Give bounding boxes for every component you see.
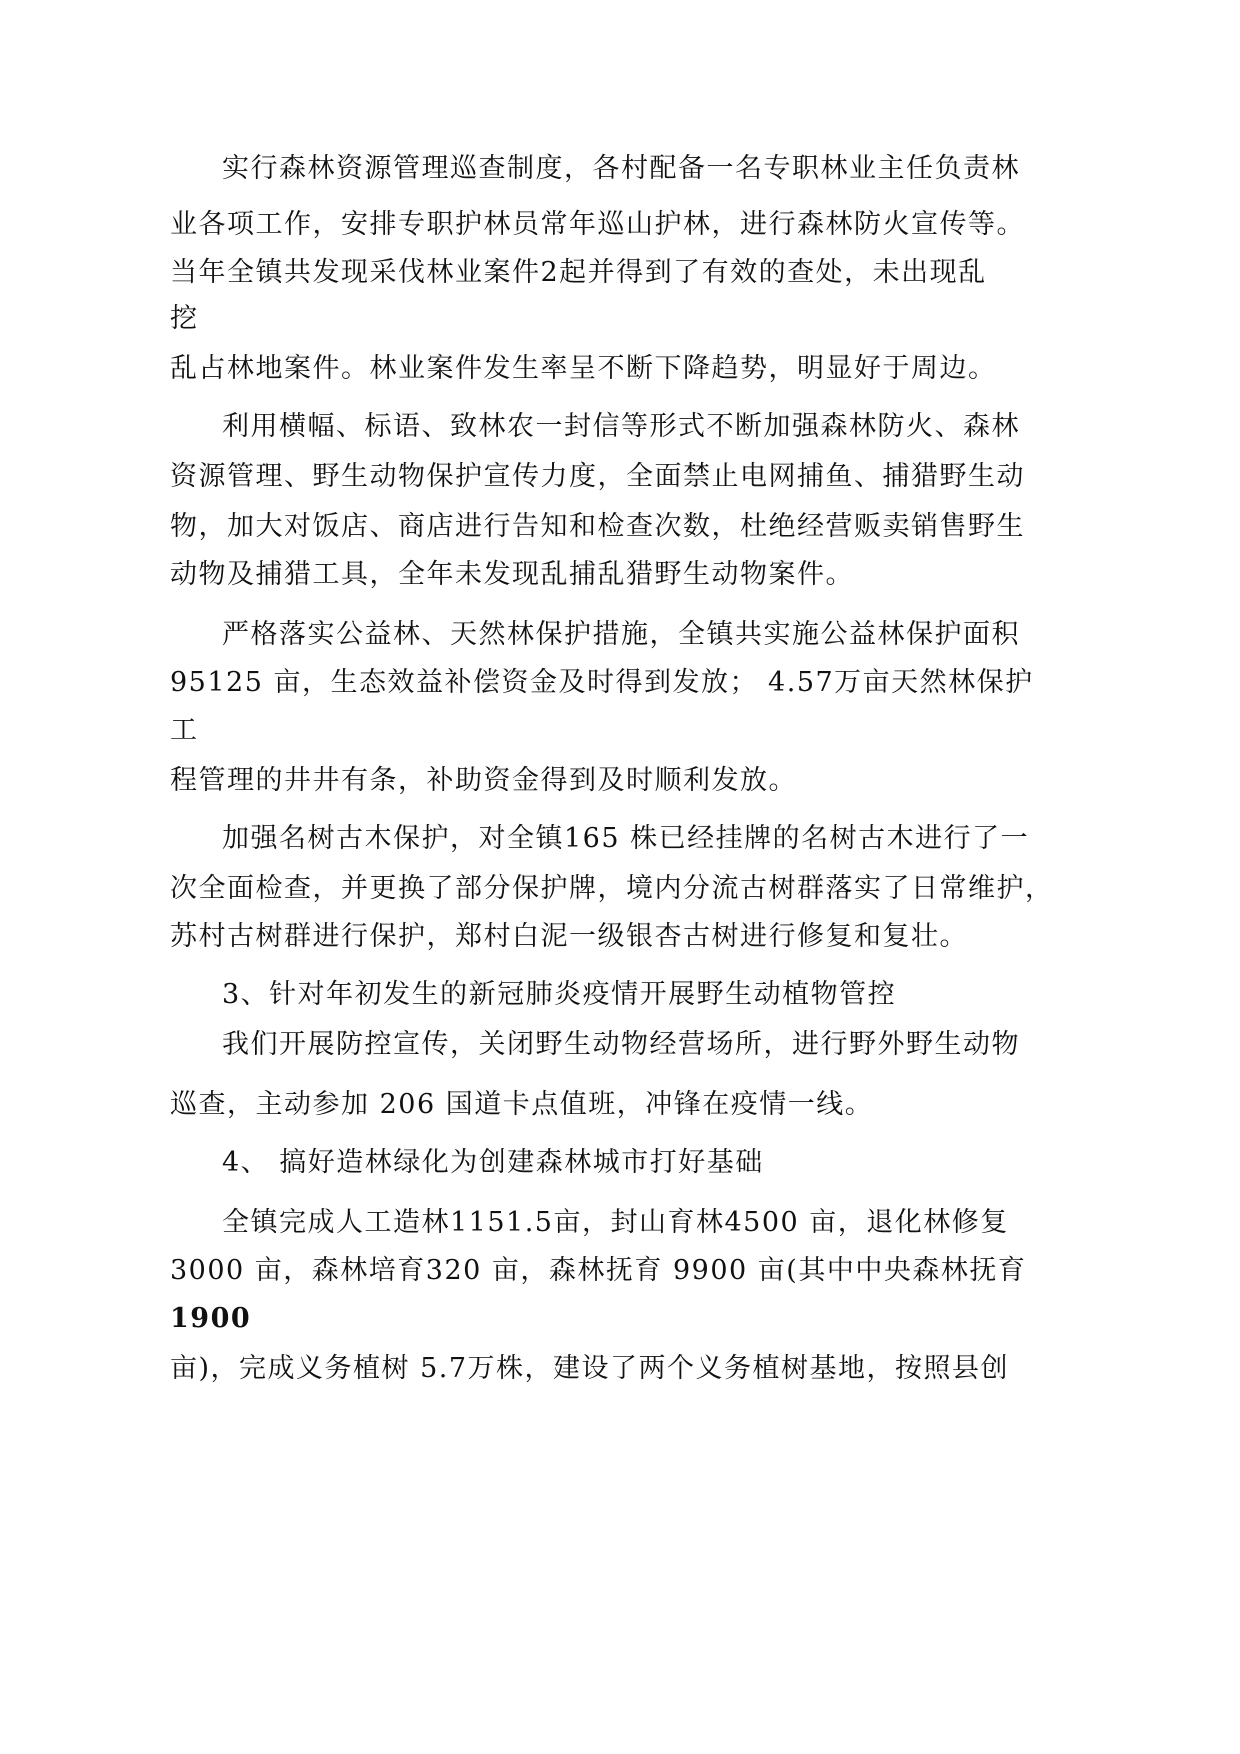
text-line-10: 严格落实公益林、天然林保护措施，全镇共实施公益林保护面积 (222, 619, 1020, 650)
section-heading-3: 3、针对年初发生的新冠肺炎疫情开展野生动植物管控 (222, 979, 897, 1010)
text-line-14: 加强名树古木保护，对全镇165 株已经挂牌的名树古木进行了一 (222, 823, 1030, 854)
text-line-4: 挖 (170, 303, 199, 334)
section-heading-4: 4、 搞好造林绿化为创建森林城市打好基础 (222, 1147, 764, 1178)
text-line-15: 次全面检查，并更换了部分保护牌，境内分流古树群落实了日常维护， (170, 873, 1054, 904)
text-line-18: 我们开展防控宣传，关闭野生动物经营场所，进行野外野生动物 (222, 1029, 1020, 1060)
text-line-16: 苏村古树群进行保护，郑村白泥一级银杏古树进行修复和复壮。 (170, 921, 968, 952)
text-line-12: 工 (170, 715, 199, 746)
text-line-22: 3000 亩，森林培育320 亩，森林抚育 9900 亩(其中中央森林抚育 (170, 1255, 1027, 1286)
text-line-6: 利用横幅、标语、致林农一封信等形式不断加强森林防火、森林 (222, 411, 1020, 442)
text-line-3: 当年全镇共发现采伐林业案件2起并得到了有效的查处，未出现乱 (170, 257, 987, 288)
text-line-21: 全镇完成人工造林1151.5亩，封山育林4500 亩，退化林修复 (222, 1207, 1009, 1238)
text-line-5: 乱占林地案件。林业案件发生率呈不断下降趋势，明显好于周边。 (170, 353, 997, 384)
text-line-19: 巡查，主动参加 206 国道卡点值班，冲锋在疫情一线。 (170, 1089, 874, 1120)
text-line-11: 95125 亩，生态效益补偿资金及时得到发放； 4.57万亩天然林保护 (170, 667, 1034, 698)
text-line-2: 业各项工作，安排专职护林员常年巡山护林，进行森林防火宣传等。 (170, 209, 1025, 240)
text-line-9: 动物及捕猎工具，全年未发现乱捕乱猎野生动物案件。 (170, 559, 854, 590)
text-line-1: 实行森林资源管理巡查制度，各村配备一名专职林业主任负责林 (222, 153, 1020, 184)
text-line-24: 亩)，完成义务植树 5.7万株，建设了两个义务植树基地，按照县创 (170, 1353, 1010, 1384)
text-line-23: 1900 (170, 1303, 252, 1334)
text-line-7: 资源管理、野生动物保护宣传力度，全面禁止电网捕鱼、捕猎野生动 (170, 461, 1025, 492)
text-line-8: 物，加大对饭店、商店进行告知和检查次数，杜绝经营贩卖销售野生 (170, 511, 1025, 542)
text-line-13: 程管理的井井有条，补助资金得到及时顺利发放。 (170, 765, 797, 796)
